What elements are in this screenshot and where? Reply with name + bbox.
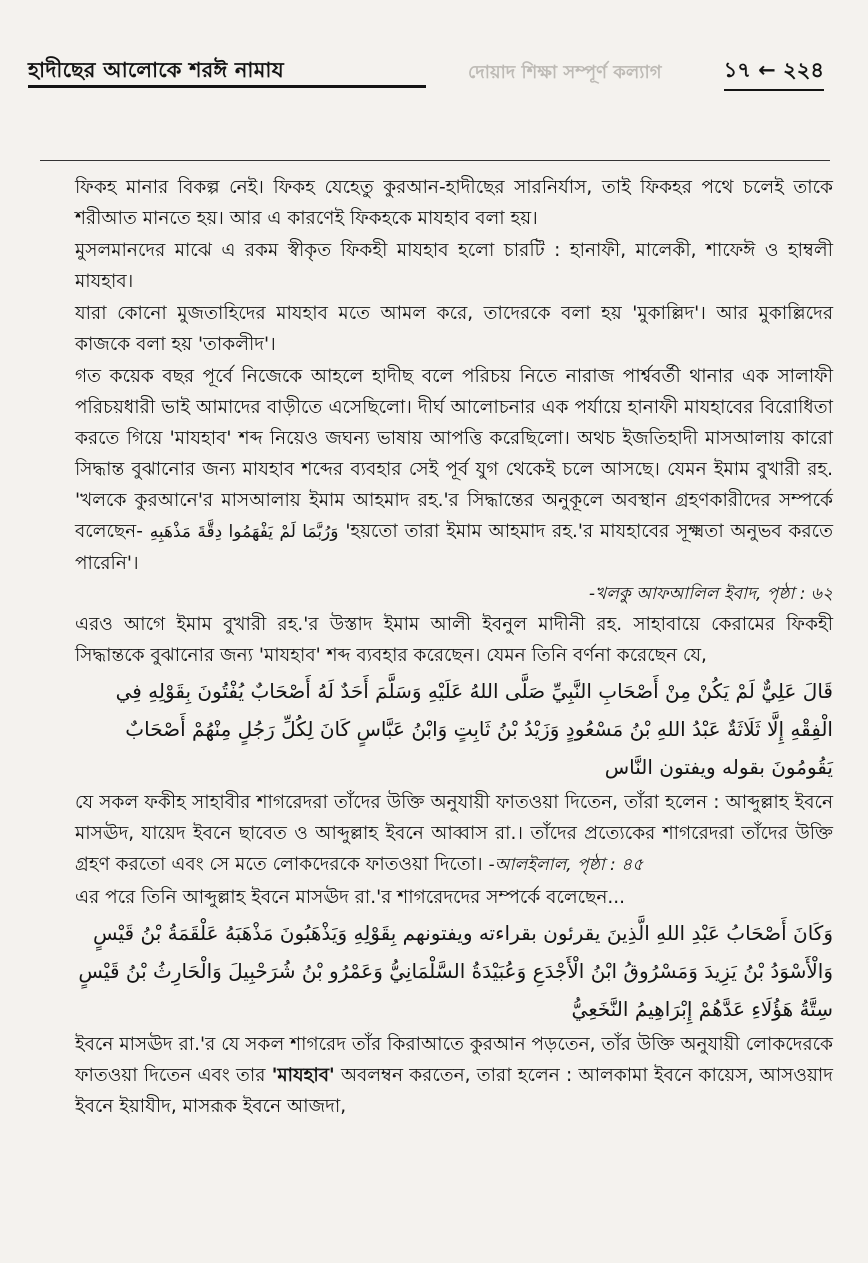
arabic-quote: وَرُبَّمَا لَمْ يَفْهَمُوا دِقَّةَ مَذْهَبِهِ (149, 522, 339, 542)
citation: -আলইলাল, পৃষ্ঠা : ৪৫ (488, 855, 644, 875)
header-divider (40, 160, 830, 161)
bleed-through-text: দোয়াদ শিক্ষা সম্পূর্ণ কল্যাগ (468, 62, 662, 83)
page-header (28, 54, 828, 90)
title-underline (28, 85, 426, 88)
paragraph-fiqh: ফিকহ মানার বিকল্প নেই। ফিকহ যেহেতু কুরআন-হাদীছের সারনির্যাস, তাই ফিকহর পথে চলেই তাকে শরীআত মানতে হয়। আর এ কারণেই ফিকহকে মাযহাব বলা হয়। (75, 177, 833, 229)
page-body (75, 172, 833, 1123)
arabic-passage: قَالَ عَلِيٌّ لَمْ يَكُنْ مِنْ أَصْحَابِ النَّبِيِّ صَلَّى اللهُ عَلَيْهِ وَسَلَّمَ أَحَدٌ لَهُ أَصْحَابٌ يُفْتُونَ بِقَوْلِهِ فِي الْفِقْهِ إِلَّا ثَلَاثَةٌ عَبْدُ اللهِ بْنُ مَسْعُودٍ وَزَيْدُ بْنُ ثَابِتٍ وَابْنُ عَبَّاسٍ كَانَ لِكُلِّ رَجُلٍ مِنْهُمْ أَصْحَابٌ يَقُومُونَ بقوله ويفتون النَّاس (115, 679, 833, 779)
paragraph-muqallid: যারা কোনো মুজতাহিদের মাযহাব মতে আমল করে, তাদেরকে বলা হয় 'মুকাল্লিদ'। আর মুকাল্লিদের কাজকে বলা হয় 'তাকলীদ'। (75, 303, 833, 355)
paragraph-translation (75, 787, 833, 881)
paragraph-text: যে সকল ফকীহ সাহাবীর শাগরেদরা তাঁদের উক্তি অনুযায়ী ফাতওয়া দিতেন, তাঁরা হলেন : আব্দুল্লাহ ইবনে মাসঊদ, যায়েদ ইবনে ছাবেত ও আব্দুল্লাহ ইবনে আব্বাস রা.। তাঁদের প্রত্যেকের শাগরেদরা তাঁদের উক্তি গ্রহণ করতো এবং সে মতে লোকদেরকে ফাতওয়া দিতো। (75, 792, 833, 875)
paragraph-text: অবলম্বন করতেন, তারা হলেন : আলকামা ইবনে কায়েস, আসওয়াদ ইবনে ইয়াযীদ, মাসরূক ইবনে আজদা, (75, 1065, 833, 1117)
paragraph-four-madhhabs: মুসলমানদের মাঝে এ রকম স্বীকৃত ফিকহী মাযহাব হলো চারটি : হানাফী, মালেকী, শাফেঈ ও হাম্বলী মাযহাব। (75, 240, 833, 292)
paragraph-ibn-masud: এর পরে তিনি আব্দুল্লাহ ইবনে মাসঊদ রা.'র শাগরেদদের সম্পর্কে বলেছেন... (75, 887, 625, 908)
arabic-passage: وَكَانَ أَصْحَابُ عَبْدِ اللهِ الَّذِينَ يقرئون بقراءته ويفتونهم بِقَوْلِهِ وَيَذْهَبُونَ مَذْهَبَهُ عَلْقَمَةُ بْنُ قَيْسٍ وَالْأَسْوَدُ بْنُ يَزِيدَ وَمَسْرُوقُ ابْنُ الْأَجْدَعِ وَعُبَيْدَةُ السَّلْمَانِيُّ وَعَمْرُو بْنُ شُرَحْبِيلَ وَالْحَارِثُ بْنُ قَيْسٍ سِتَّةُ هَؤُلَاءِ عَدَّهُمْ إِبْرَاهِيمُ النَّخَعِيُّ (78, 921, 833, 1021)
book-title: হাদীছের আলোকে শরঈ নামায (28, 58, 284, 82)
paragraph-text: 'হয়তো তারা ইমাম আহমাদ রহ.'র মাযহাবের সূক্ষ্মতা অনুভব করতে পারেনি'। (75, 521, 833, 574)
citation: -খলকু আফআলিল ইবাদ, পৃষ্ঠা : ৬২ (588, 584, 833, 604)
paragraph-ali-madini: এরও আগে ইমাম বুখারী রহ.'র উস্তাদ ইমাম আলী ইবনুল মাদীনী রহ. সাহাবায়ে কেরামের ফিকহী সিদ্ধান্তকে বুঝানোর জন্য 'মাযহাব' শব্দ ব্যবহার করেছেন। যেমন তিনি বর্ণনা করেছেন যে, (75, 614, 833, 666)
paragraph-text: ইবনে মাসঊদ রা.'র যে সকল শাগরেদ তাঁর কিরাআতে কুরআন পড়তেন, তাঁর উক্তি অনুযায়ী লোকদেরকে ফাতওয়া দিতেন এবং তার (75, 1034, 833, 1086)
highlighted-term: 'মাযহাব' (271, 1065, 335, 1086)
paragraph-students (75, 1029, 833, 1122)
paragraph-salafi-visit (75, 361, 833, 579)
page-reference: ১৭ ← ২২৪ (724, 54, 824, 91)
paragraph-text: গত কয়েক বছর পূর্বে নিজেকে আহলে হাদীছ বলে পরিচয় নিতে নারাজ পার্শ্ববর্তী থানার এক সালাফী পরিচয়ধারী ভাই আমাদের বাড়ীতে এসেছিলো। দীর্ঘ আলোচনার এক পর্যায়ে হানাফী মাযহাবের বিরোধিতা করতে গিয়ে 'মাযহাব' শব্দ নিয়েও জঘন্য ভাষায় আপত্তি করেছিলো। অথচ ইজতিহাদী মাসআলায় কারো সিদ্ধান্ত বুঝানোর জন্য মাযহাব শব্দের ব্যবহার সেই পূর্ব যুগ থেকেই চলে আসছে। যেমন ইমাম বুখারী রহ. 'খলকে কুরআনে'র মাসআলায় ইমাম আহমাদ রহ.'র সিদ্ধান্তের অনুকূলে অবস্থান গ্রহণকারীদের সম্পর্কে বলেছেন- (75, 366, 833, 542)
